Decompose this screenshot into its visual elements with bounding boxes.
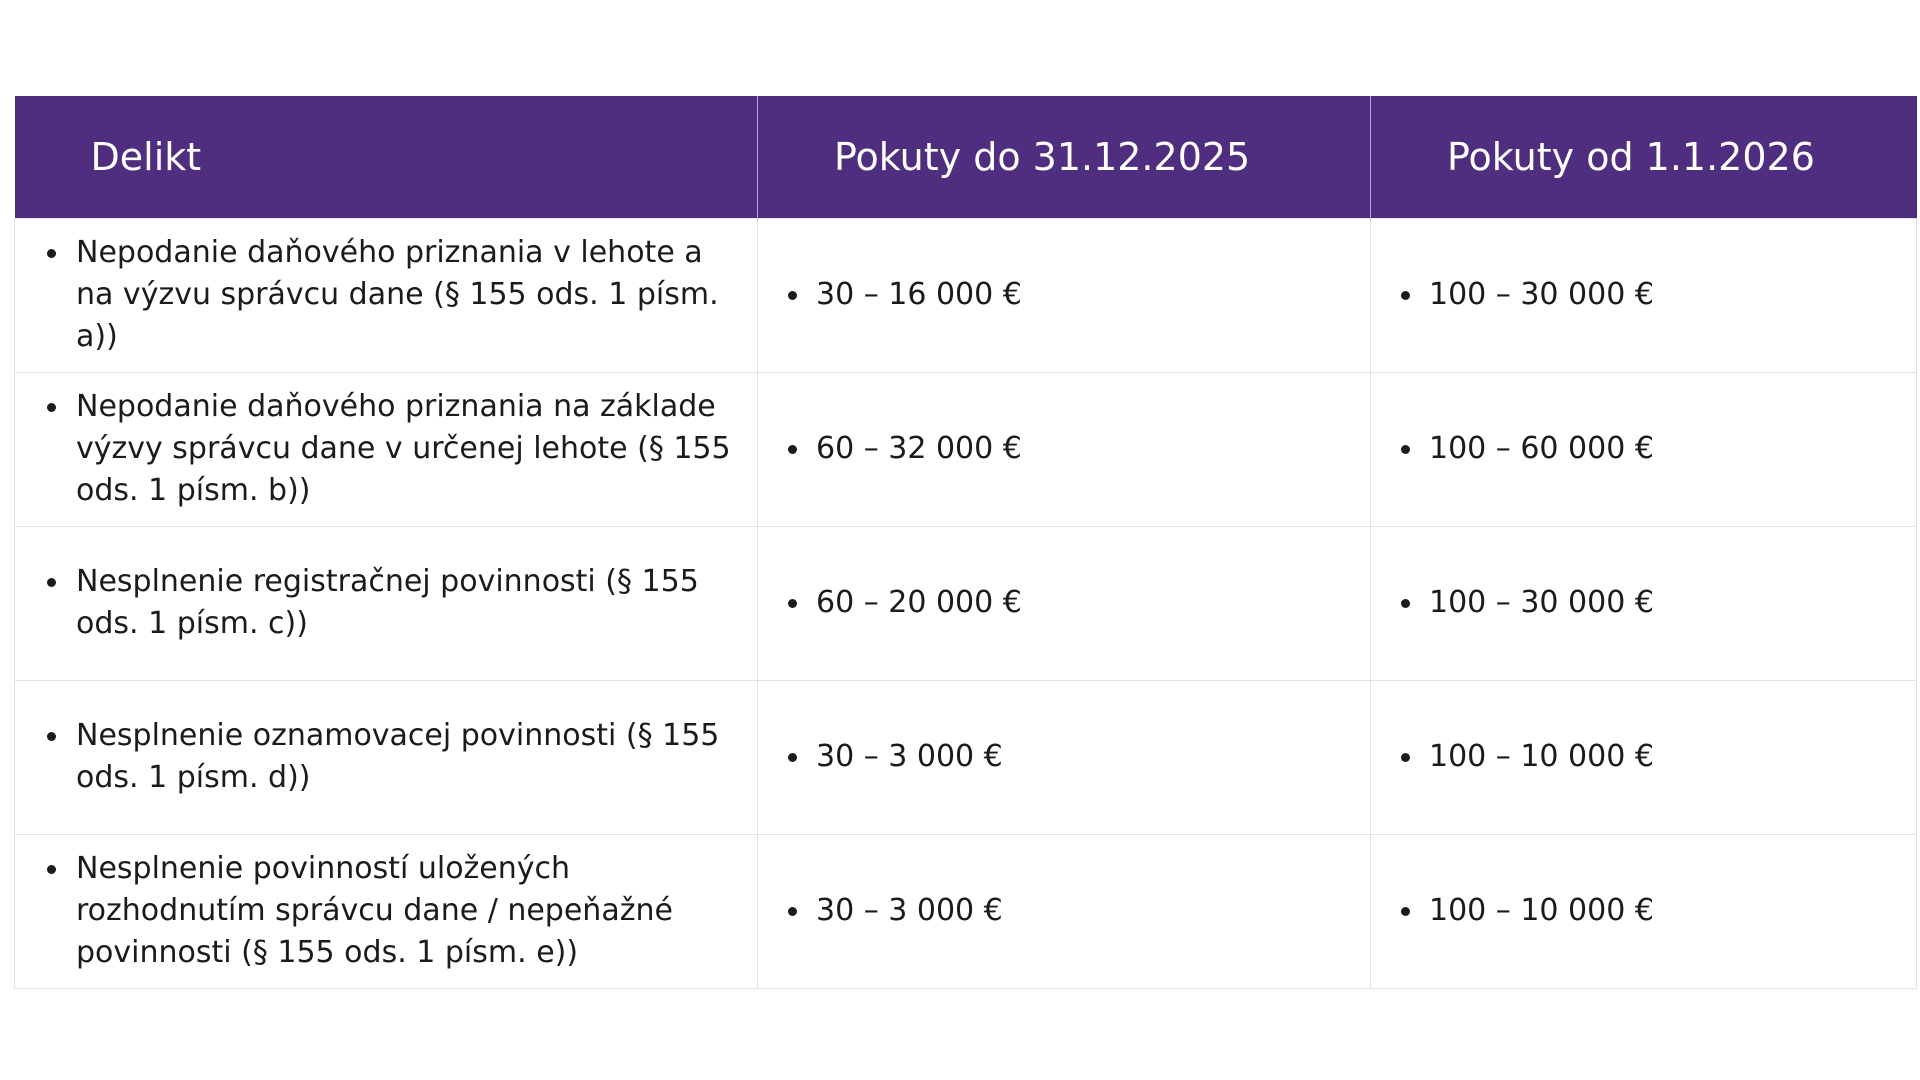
bullet-icon <box>1401 907 1410 916</box>
delikt-cell <box>15 680 758 834</box>
delikt-cell <box>15 834 758 988</box>
fine-before-text: 60 – 32 000 € <box>816 431 1022 466</box>
fine-before-text: 60 – 20 000 € <box>816 585 1022 620</box>
table-header-row <box>15 96 1917 218</box>
fine-after-text: 100 – 10 000 € <box>1429 739 1654 774</box>
fine-before-text: 30 – 16 000 € <box>816 277 1022 312</box>
header-delikt: Delikt <box>15 96 758 218</box>
delikt-text: Nesplnenie registračnej povinnosti (§ 155 ods. 1 písm. c)) <box>76 564 699 641</box>
fine-before-cell <box>758 834 1371 988</box>
bullet-icon <box>47 249 56 258</box>
fine-after-text: 100 – 30 000 € <box>1429 277 1654 312</box>
delikt-cell <box>15 526 758 680</box>
bullet-icon <box>788 291 797 300</box>
fine-after-text: 100 – 60 000 € <box>1429 431 1654 466</box>
fine-after-cell <box>1371 680 1917 834</box>
bullet-icon <box>1401 291 1410 300</box>
bullet-icon <box>47 865 56 874</box>
fine-after-cell <box>1371 834 1917 988</box>
bullet-icon <box>788 753 797 762</box>
bullet-icon <box>788 907 797 916</box>
delikt-text: Nesplnenie oznamovacej povinnosti (§ 155 ods. 1 písm. d)) <box>76 718 720 795</box>
fine-before-cell <box>758 372 1371 526</box>
fines-table <box>14 96 1917 989</box>
bullet-icon <box>47 732 56 741</box>
table-row <box>15 526 1917 680</box>
delikt-text: Nepodanie daňového priznania na základe výzvy správcu dane v určenej lehote (§ 155 ods. 1 písm. b)) <box>76 389 731 508</box>
table-row <box>15 218 1917 372</box>
header-fines-until-2025: Pokuty do 31.12.2025 <box>758 96 1371 218</box>
fine-after-cell <box>1371 526 1917 680</box>
table-row <box>15 834 1917 988</box>
fine-after-cell <box>1371 372 1917 526</box>
bullet-icon <box>47 403 56 412</box>
bullet-icon <box>1401 445 1410 454</box>
fine-before-text: 30 – 3 000 € <box>816 739 1003 774</box>
bullet-icon <box>1401 753 1410 762</box>
table-row <box>15 372 1917 526</box>
bullet-icon <box>788 445 797 454</box>
fine-before-cell <box>758 218 1371 372</box>
bullet-icon <box>1401 599 1410 608</box>
bullet-icon <box>47 578 56 587</box>
fine-before-cell <box>758 526 1371 680</box>
table-row <box>15 680 1917 834</box>
header-fines-from-2026: Pokuty od 1.1.2026 <box>1371 96 1917 218</box>
fine-before-text: 30 – 3 000 € <box>816 893 1003 928</box>
fine-after-text: 100 – 10 000 € <box>1429 893 1654 928</box>
fine-before-cell <box>758 680 1371 834</box>
fine-after-cell <box>1371 218 1917 372</box>
fine-after-text: 100 – 30 000 € <box>1429 585 1654 620</box>
delikt-text: Nepodanie daňového priznania v lehote a na výzvu správcu dane (§ 155 ods. 1 písm. a)) <box>76 235 719 354</box>
delikt-cell <box>15 218 758 372</box>
delikt-text: Nesplnenie povinností uložených rozhodnutím správcu dane / nepeňažné povinnosti (§ 155 ods. 1 písm. e)) <box>76 851 673 970</box>
bullet-icon <box>788 599 797 608</box>
delikt-cell <box>15 372 758 526</box>
